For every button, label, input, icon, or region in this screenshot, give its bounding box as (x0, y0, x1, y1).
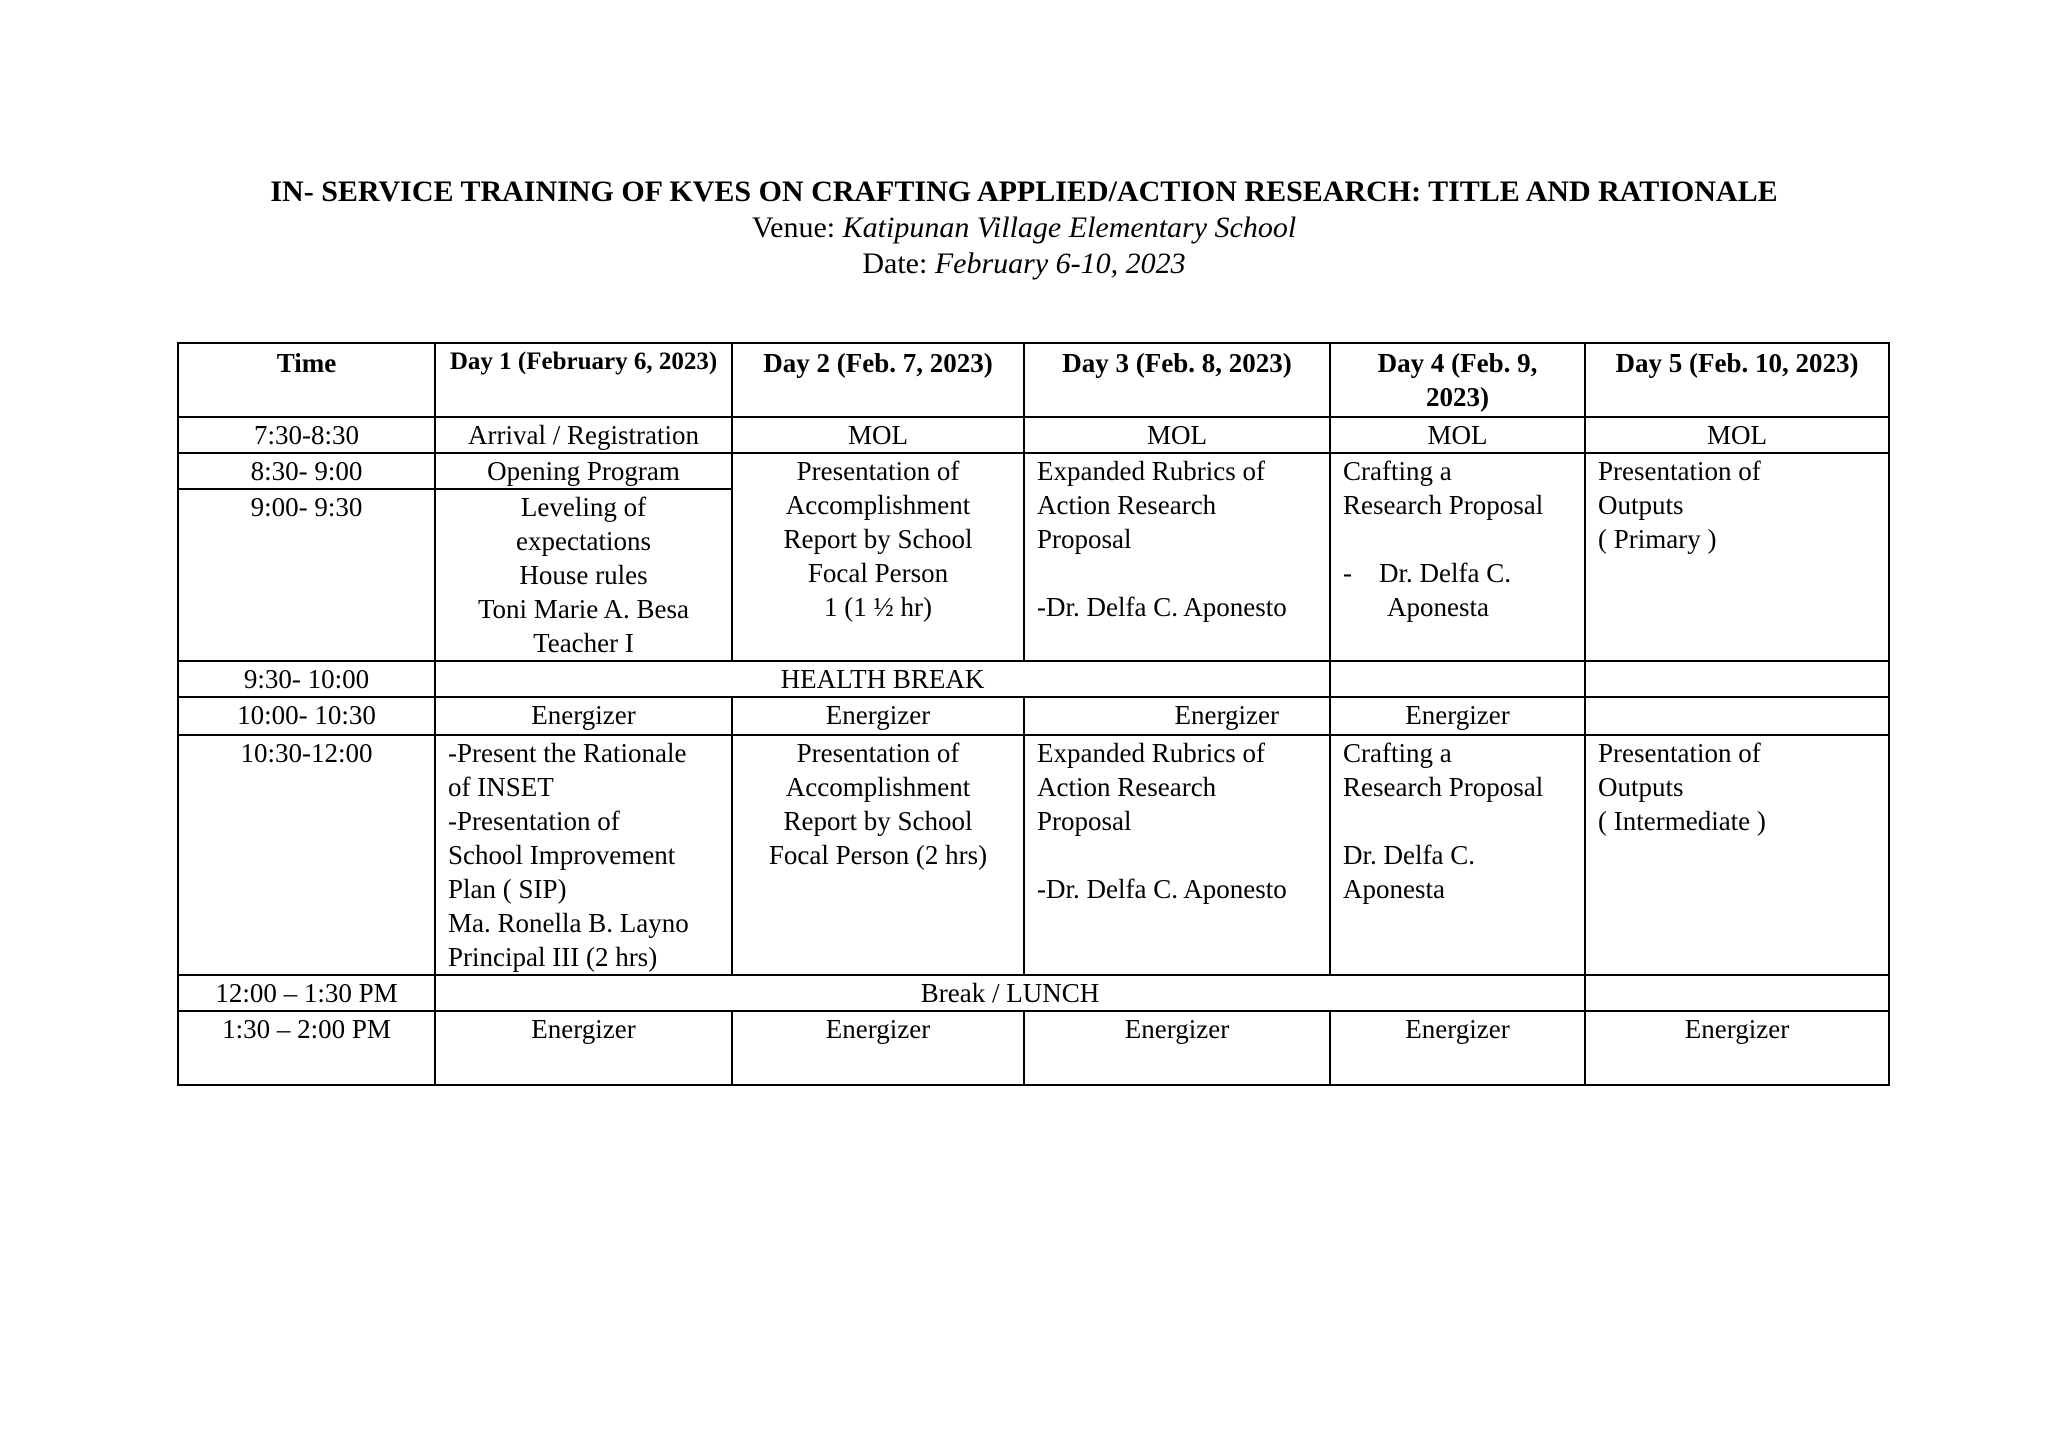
header-day-5: Day 5 (Feb. 10, 2023) (1585, 343, 1889, 417)
day-1-cell: Opening Program (435, 453, 732, 489)
day-2-cell: MOL (732, 417, 1024, 453)
venue-value: Katipunan Village Elementary School (842, 211, 1297, 244)
document-title: IN- SERVICE TRAINING OF KVES ON CRAFTING APPLIED/ACTION RESEARCH: TITLE AND RATIONALE (270, 175, 1778, 208)
health-break-cell: HEALTH BREAK (435, 661, 1330, 697)
session-topic: Crafting a Research Proposal (1343, 738, 1544, 802)
day-5-cell: MOL (1585, 417, 1889, 453)
table-row (178, 975, 1889, 1011)
day-4-cell (1330, 453, 1585, 661)
lunch-break-cell: Break / LUNCH (435, 975, 1585, 1011)
day-3-cell (1024, 453, 1330, 661)
time-cell: 10:00- 10:30 (178, 697, 435, 735)
day-4-cell (1330, 661, 1585, 697)
time-cell: 1:30 – 2:00 PM (178, 1011, 435, 1085)
day-4-cell: MOL (1330, 417, 1585, 453)
day-5-cell: Presentation of Outputs ( Intermediate ) (1585, 735, 1889, 975)
day-2-cell: Presentation of Accomplishment Report by School Focal Person 1 (1 ½ hr) (732, 453, 1024, 661)
session-topic: Crafting a Research Proposal (1343, 456, 1544, 520)
header-time: Time (178, 343, 435, 417)
speaker-name: Dr. Delfa C. Aponesta (1343, 840, 1475, 904)
speaker-name: -Dr. Delfa C. Aponesto (1037, 874, 1287, 904)
day-5-cell (1585, 661, 1889, 697)
date-line (0, 246, 2048, 282)
session-topic: Expanded Rubrics of Action Research Proposal (1037, 738, 1265, 836)
date-value: February 6-10, 2023 (934, 247, 1186, 280)
speaker-name: -Dr. Delfa C. Aponesto (1037, 592, 1287, 622)
day-3-cell (1024, 697, 1330, 735)
day-5-cell (1585, 975, 1889, 1011)
day-1-cell: Energizer (435, 697, 732, 735)
time-cell: 7:30-8:30 (178, 417, 435, 453)
day-3-cell: MOL (1024, 417, 1330, 453)
header-day-3: Day 3 (Feb. 8, 2023) (1024, 343, 1330, 417)
day-2-cell: Energizer (732, 697, 1024, 735)
day-1-cell: Energizer (435, 1011, 732, 1085)
day-5-cell: Presentation of Outputs ( Primary ) (1585, 453, 1889, 661)
day-4-cell (1330, 735, 1585, 975)
time-cell: 9:00- 9:30 (178, 489, 435, 661)
day-2-cell: Presentation of Accomplishment Report by School Focal Person (2 hrs) (732, 735, 1024, 975)
day-4-cell: Energizer (1330, 1011, 1585, 1085)
header-day-2: Day 2 (Feb. 7, 2023) (732, 343, 1024, 417)
table-row (178, 1011, 1889, 1085)
table-row (178, 661, 1889, 697)
day-3-cell (1024, 735, 1330, 975)
schedule-table (177, 342, 1890, 1086)
venue-line (0, 210, 2048, 246)
table-row (178, 735, 1889, 975)
document-header (0, 174, 2048, 282)
day-3-cell: Energizer (1024, 1011, 1330, 1085)
time-cell: 12:00 – 1:30 PM (178, 975, 435, 1011)
speaker-name: - Dr. Delfa C. Aponesta (1343, 558, 1517, 622)
table-row (178, 417, 1889, 453)
header-day-1: Day 1 (February 6, 2023) (435, 343, 732, 417)
day-5-cell (1585, 697, 1889, 735)
session-topic: Expanded Rubrics of Action Research Proposal (1037, 456, 1265, 554)
time-cell: 9:30- 10:00 (178, 661, 435, 697)
time-cell: 10:30-12:00 (178, 735, 435, 975)
table-row (178, 697, 1889, 735)
table-header-row (178, 343, 1889, 417)
energizer-label: Energizer (1174, 700, 1279, 730)
day-1-cell: Arrival / Registration (435, 417, 732, 453)
day-1-cell: Leveling of expectations House rules Toni Marie A. Besa Teacher I (435, 489, 732, 661)
day-1-cell: -Present the Rationale of INSET -Presentation of School Improvement Plan ( SIP) Ma. Ronella B. Layno Principal III (2 hrs) (435, 735, 732, 975)
day-5-cell: Energizer (1585, 1011, 1889, 1085)
header-day-4: Day 4 (Feb. 9, 2023) (1330, 343, 1585, 417)
day-2-cell: Energizer (732, 1011, 1024, 1085)
time-cell: 8:30- 9:00 (178, 453, 435, 489)
venue-label: Venue: (751, 211, 836, 244)
table-row (178, 453, 1889, 489)
date-label: Date: (862, 247, 928, 280)
day-4-cell: Energizer (1330, 697, 1585, 735)
